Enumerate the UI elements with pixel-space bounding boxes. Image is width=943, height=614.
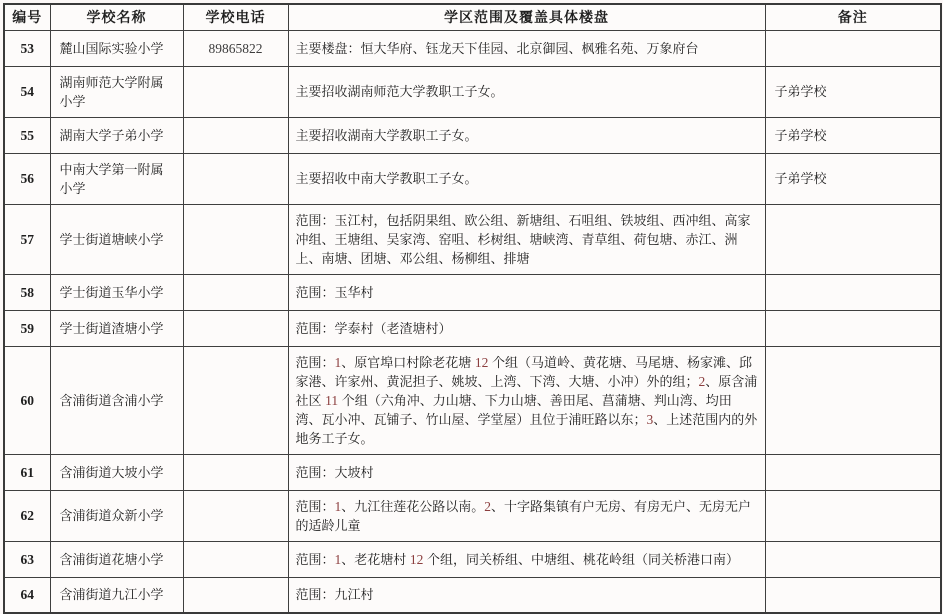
- col-header-phone: 学校电话: [183, 4, 288, 30]
- cell-number: 59: [4, 310, 50, 346]
- cell-remarks: [765, 346, 941, 454]
- cell-number: 61: [4, 454, 50, 490]
- cell-number: 63: [4, 541, 50, 577]
- table-row: [4, 346, 941, 454]
- cell-number: 58: [4, 274, 50, 310]
- table-row: [4, 153, 941, 204]
- cell-remarks: 子弟学校: [765, 117, 941, 153]
- cell-district-range: 范围：九江村: [288, 577, 765, 613]
- table-row: [4, 454, 941, 490]
- cell-school-name: 学士街道塘峡小学: [50, 204, 183, 274]
- table-row: [4, 204, 941, 274]
- table-row: [4, 310, 941, 346]
- cell-number: 53: [4, 30, 50, 66]
- col-header-district-range: 学区范围及覆盖具体楼盘: [288, 4, 765, 30]
- cell-school-name: 含浦街道含浦小学: [50, 346, 183, 454]
- cell-phone: [183, 204, 288, 274]
- col-header-remarks: 备注: [765, 4, 941, 30]
- cell-phone: [183, 153, 288, 204]
- col-header-school-name: 学校名称: [50, 4, 183, 30]
- cell-school-name: 含浦街道大坡小学: [50, 454, 183, 490]
- cell-school-name: 含浦街道九江小学: [50, 577, 183, 613]
- cell-school-name: 学士街道渣塘小学: [50, 310, 183, 346]
- cell-phone: [183, 274, 288, 310]
- table-header: [4, 4, 941, 30]
- cell-school-name: 中南大学第一附属小学: [50, 153, 183, 204]
- cell-number: 57: [4, 204, 50, 274]
- cell-remarks: [765, 490, 941, 541]
- cell-district-range: 范围：1、九江往莲花公路以南。2、十字路集镇有户无房、有房无户、无房无户的适龄儿童: [288, 490, 765, 541]
- cell-remarks: [765, 577, 941, 613]
- table-row: [4, 541, 941, 577]
- cell-remarks: 子弟学校: [765, 66, 941, 117]
- table-row: [4, 30, 941, 66]
- cell-number: 54: [4, 66, 50, 117]
- cell-district-range: 主要楼盘：恒大华府、钰龙天下佳园、北京御园、枫雅名苑、万象府台: [288, 30, 765, 66]
- cell-school-name: 学士街道玉华小学: [50, 274, 183, 310]
- cell-school-name: 湖南师范大学附属小学: [50, 66, 183, 117]
- cell-remarks: [765, 310, 941, 346]
- table-row: [4, 490, 941, 541]
- cell-school-name: 湖南大学子弟小学: [50, 117, 183, 153]
- cell-district-range: 主要招收湖南大学教职工子女。: [288, 117, 765, 153]
- cell-phone: 89865822: [183, 30, 288, 66]
- cell-district-range: 范围：玉江村，包括阴果组、欧公组、新塘组、石咀组、铁坡组、西冲组、高家冲组、王塘组、吴家湾、窑咀、杉树组、塘峡湾、青草组、荷包塘、赤江、洲上、南塘、团塘、邓公组、杨柳组、排塘: [288, 204, 765, 274]
- table-row: [4, 117, 941, 153]
- table-row: [4, 577, 941, 613]
- cell-district-range: 范围：大坡村: [288, 454, 765, 490]
- cell-number: 56: [4, 153, 50, 204]
- table-row: [4, 274, 941, 310]
- cell-district-range: 范围：学泰村（老渣塘村）: [288, 310, 765, 346]
- table-body: [4, 30, 941, 613]
- cell-phone: [183, 541, 288, 577]
- cell-phone: [183, 490, 288, 541]
- cell-phone: [183, 117, 288, 153]
- cell-school-name: 麓山国际实验小学: [50, 30, 183, 66]
- cell-phone: [183, 577, 288, 613]
- header-row: [4, 4, 941, 30]
- cell-district-range: 范围：1、老花塘村 12 个组，同关桥组、中塘组、桃花岭组（同关桥港口南）: [288, 541, 765, 577]
- cell-remarks: 子弟学校: [765, 153, 941, 204]
- cell-remarks: [765, 541, 941, 577]
- cell-remarks: [765, 30, 941, 66]
- cell-district-range: 范围：1、原官埠口村除老花塘 12 个组（马道岭、黄花塘、马尾塘、杨家滩、邱家港、许家州、黄泥担子、姚坡、上湾、下湾、大塘、小冲）外的组；2、原含浦社区 11 个组（六角冲、力山塘、下力山塘、善田尾、菖蒲塘、判山湾、均田湾、瓦小冲、瓦铺子、竹山屋、学堂屋）且位于浦旺路以东；3、上述范围内的外地务工子女。: [288, 346, 765, 454]
- cell-remarks: [765, 274, 941, 310]
- cell-number: 64: [4, 577, 50, 613]
- cell-district-range: 主要招收中南大学教职工子女。: [288, 153, 765, 204]
- cell-number: 62: [4, 490, 50, 541]
- cell-phone: [183, 66, 288, 117]
- cell-phone: [183, 346, 288, 454]
- cell-school-name: 含浦街道众新小学: [50, 490, 183, 541]
- cell-district-range: 范围：玉华村: [288, 274, 765, 310]
- col-header-number: 编号: [4, 4, 50, 30]
- cell-district-range: 主要招收湖南师范大学教职工子女。: [288, 66, 765, 117]
- cell-number: 55: [4, 117, 50, 153]
- cell-phone: [183, 310, 288, 346]
- cell-remarks: [765, 204, 941, 274]
- cell-number: 60: [4, 346, 50, 454]
- school-district-table: [3, 3, 942, 614]
- cell-remarks: [765, 454, 941, 490]
- table-row: [4, 66, 941, 117]
- cell-phone: [183, 454, 288, 490]
- cell-school-name: 含浦街道花塘小学: [50, 541, 183, 577]
